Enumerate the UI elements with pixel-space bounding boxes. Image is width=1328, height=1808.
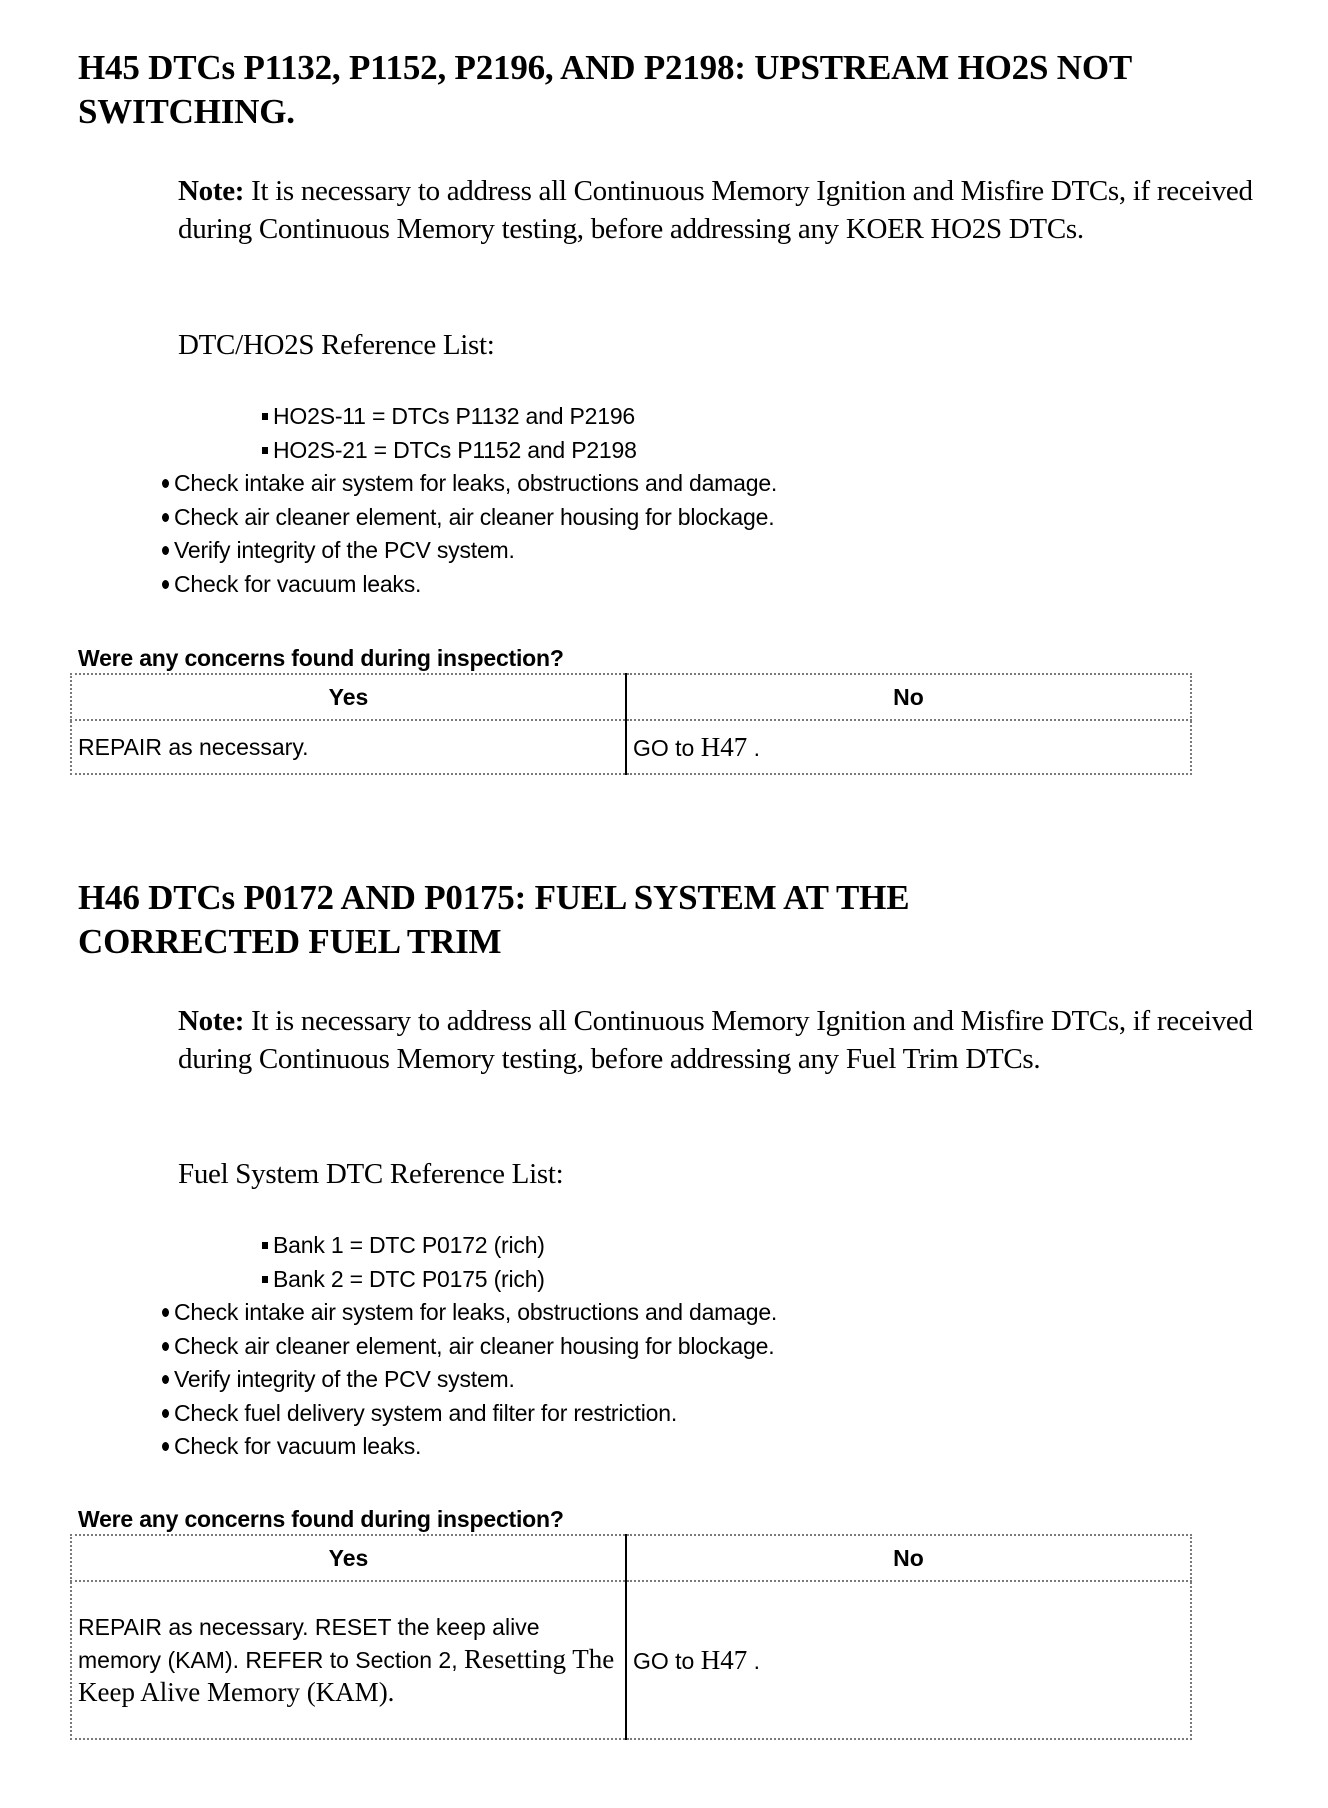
goto-suffix: . <box>747 1647 761 1674</box>
list-item: Check air cleaner element, air cleaner housing for blockage. <box>162 1330 777 1364</box>
reference-list-label: DTC/HO2S Reference List: <box>178 329 495 361</box>
list-item: HO2S-21 = DTCs P1152 and P2198 <box>262 434 637 468</box>
list-item: Check intake air system for leaks, obstructions and damage. <box>162 1296 777 1330</box>
header-yes: Yes <box>71 1535 626 1581</box>
heading-line: SWITCHING. <box>78 92 295 131</box>
cell-no <box>626 1581 1191 1739</box>
list-item: Check for vacuum leaks. <box>162 568 777 602</box>
list-item: Check intake air system for leaks, obstructions and damage. <box>162 467 777 501</box>
reference-list <box>262 400 637 467</box>
note-label: Note: <box>178 175 245 207</box>
inspection-question: Were any concerns found during inspection? <box>78 1506 564 1532</box>
decision-table-h46 <box>70 1534 1192 1740</box>
note-label: Note: <box>178 1005 245 1037</box>
list-item: Verify integrity of the PCV system. <box>162 534 777 568</box>
note-h45 <box>178 172 1288 248</box>
section-heading-h45 <box>78 46 1278 134</box>
list-item: Check fuel delivery system and filter for restriction. <box>162 1397 777 1431</box>
decision-table-h45 <box>70 673 1192 775</box>
note-text: It is necessary to address all Continuous Memory Ignition and Misfire DTCs, if received during Continuous Memory testing, before addressing any Fuel Trim DTCs. <box>178 1005 1253 1075</box>
reference-list-label: Fuel System DTC Reference List: <box>178 1158 564 1190</box>
cell-yes <box>71 1581 626 1739</box>
reference-list <box>262 1229 545 1296</box>
goto-text: GO to <box>633 1647 701 1674</box>
link-h47[interactable]: H47 <box>700 1644 748 1675</box>
goto-suffix: . <box>747 734 761 761</box>
repair-text: REPAIR as necessary. RESET the keep alive memory (KAM). REFER to Section 2, <box>78 1614 540 1673</box>
link-resetting-kam[interactable]: Resetting The Keep Alive Memory (KAM). <box>78 1644 615 1707</box>
cell-no <box>626 720 1191 774</box>
header-yes: Yes <box>71 674 626 720</box>
note-text: It is necessary to address all Continuous Memory Ignition and Misfire DTCs, if received during Continuous Memory testing, before addressing any KOER HO2S DTCs. <box>178 175 1253 245</box>
inspection-question: Were any concerns found during inspection? <box>78 645 564 671</box>
header-no: No <box>626 1535 1191 1581</box>
heading-line: H45 DTCs P1132, P1152, P2196, AND P2198: UPSTREAM HO2S NOT <box>78 48 1133 87</box>
note-h46 <box>178 1002 1288 1078</box>
goto-text: GO to <box>633 734 701 761</box>
list-item: Verify integrity of the PCV system. <box>162 1363 777 1397</box>
list-item: Check for vacuum leaks. <box>162 1430 777 1464</box>
cell-yes: REPAIR as necessary. <box>71 720 626 774</box>
list-item: Bank 2 = DTC P0175 (rich) <box>262 1263 545 1297</box>
link-h47[interactable]: H47 <box>700 731 748 762</box>
check-list <box>162 467 777 601</box>
header-no: No <box>626 674 1191 720</box>
check-list <box>162 1296 777 1464</box>
list-item: HO2S-11 = DTCs P1132 and P2196 <box>262 400 637 434</box>
list-item: Check air cleaner element, air cleaner housing for blockage. <box>162 501 777 535</box>
heading-line: CORRECTED FUEL TRIM <box>78 922 502 961</box>
section-heading-h46 <box>78 876 1278 964</box>
heading-line: H46 DTCs P0172 AND P0175: FUEL SYSTEM AT THE <box>78 878 910 917</box>
list-item: Bank 1 = DTC P0172 (rich) <box>262 1229 545 1263</box>
